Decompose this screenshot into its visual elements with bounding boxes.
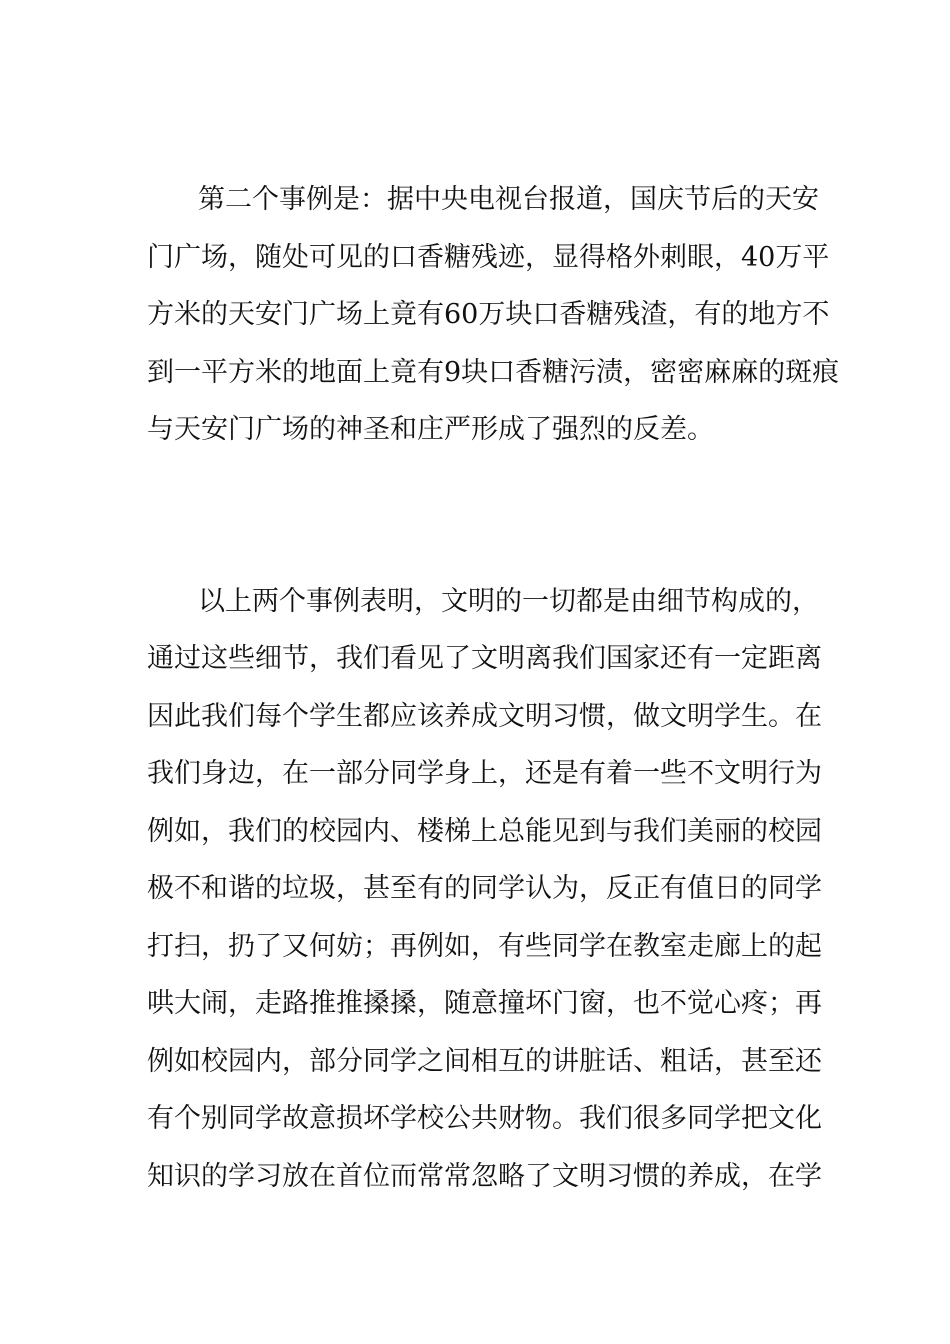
paragraph-line: 以上两个事例表明，文明的一切都是由细节构成的， [198,586,819,617]
paragraph-line: 方米的天安门广场上竟有60万块口香糖残渣，有的地方不 [147,299,830,330]
paragraph-line: 知识的学习放在首位而常常忽略了文明习惯的养成，在学 [147,1161,822,1192]
paragraph-line: 通过这些细节，我们看见了文明离我们国家还有一定距离 [147,643,822,674]
paragraph-line: 因此我们每个学生都应该养成文明习惯，做文明学生。在 [147,701,822,732]
paragraph-line: 第二个事例是：据中央电视台报道，国庆节后的天安 [198,184,819,215]
paragraph-line: 例如校园内，部分同学之间相互的讲脏话、粗话，甚至还 [147,1046,822,1077]
paragraph-line: 到一平方米的地面上竟有9块口香糖污渍，密密麻麻的斑痕 [147,357,840,388]
paragraph-line: 与天安门广场的神圣和庄严形成了强烈的反差。 [147,414,714,445]
paragraph-line: 极不和谐的垃圾，甚至有的同学认为，反正有值日的同学 [147,873,822,904]
paragraph-line: 例如，我们的校园内、楼梯上总能见到与我们美丽的校园 [147,816,822,847]
paragraph-line: 打扫，扔了又何妨；再例如，有些同学在教室走廊上的起 [147,931,822,962]
paragraph-line: 有个别同学故意损坏学校公共财物。我们很多同学把文化 [147,1103,822,1134]
paragraph-line: 门广场，随处可见的口香糖残迹，显得格外刺眼，40万平 [147,242,830,273]
paragraph-line: 哄大闹，走路推推搡搡，随意撞坏门窗，也不觉心疼；再 [147,988,822,1019]
paragraph-line: 我们身边，在一部分同学身上，还是有着一些不文明行为 [147,758,822,789]
